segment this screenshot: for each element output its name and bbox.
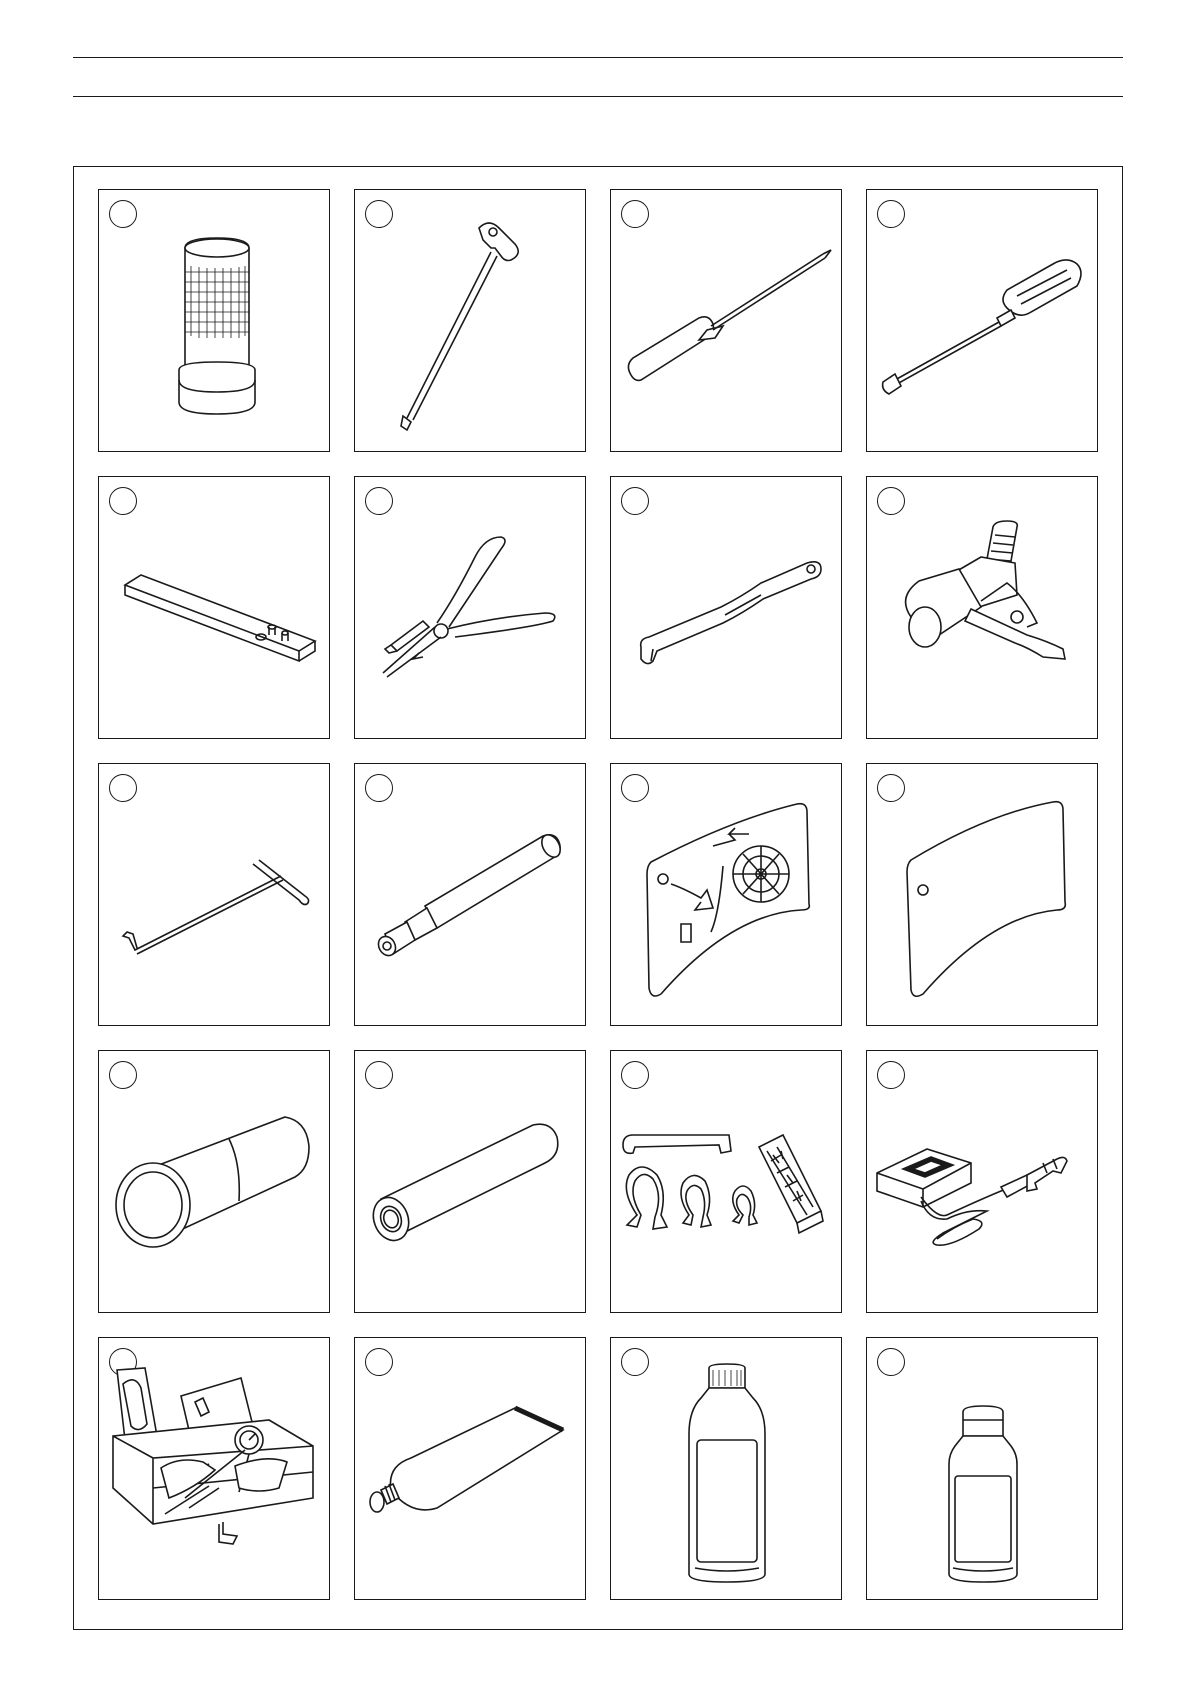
tool-panel-7 — [610, 476, 842, 739]
tool-panel-2 — [354, 189, 586, 452]
awl-pick-tool-icon — [611, 190, 842, 452]
air-gap-gauge-card-icon — [611, 764, 842, 1026]
large-oil-bottle-icon — [611, 1338, 842, 1600]
tachometer-with-clip-icon — [867, 1051, 1098, 1313]
tool-panel-16 — [866, 1050, 1098, 1313]
tool-panel-14 — [354, 1050, 586, 1313]
circlip-pliers-icon — [355, 477, 586, 739]
hook-wrench-icon — [611, 477, 842, 739]
header-rule-top — [73, 57, 1123, 58]
tool-panel-1 — [98, 189, 330, 452]
plastic-gauge-card-icon — [867, 764, 1098, 1026]
tools-figure-frame — [73, 166, 1123, 1630]
grease-tube-icon — [355, 1338, 586, 1600]
tool-panel-20 — [866, 1337, 1098, 1600]
small-oil-bottle-icon — [867, 1338, 1098, 1600]
tool-panel-5 — [98, 476, 330, 739]
tools-grid — [98, 189, 1098, 1600]
knurled-sleeve-tool-icon — [99, 190, 330, 452]
tool-panel-18 — [354, 1337, 586, 1600]
stepped-drift-punch-icon — [355, 764, 586, 1026]
tool-panel-10 — [354, 763, 586, 1026]
flat-bar-gauge-with-pins-icon — [99, 477, 330, 739]
tool-panel-11 — [610, 763, 842, 1026]
tool-panel-3 — [610, 189, 842, 452]
threaded-sleeve-icon — [355, 1051, 586, 1313]
tool-panel-9 — [98, 763, 330, 1026]
tool-panel-6 — [354, 476, 586, 739]
spark-tester-with-clip-icon — [867, 477, 1098, 739]
header-rule-bottom — [73, 96, 1123, 97]
clamp-set-with-wrench-icon — [611, 1051, 842, 1313]
t-handle-hook-icon — [99, 764, 330, 1026]
tapered-sleeve-icon — [99, 1051, 330, 1313]
tool-panel-19 — [610, 1337, 842, 1600]
tool-panel-12 — [866, 763, 1098, 1026]
t-handle-torx-key-icon — [355, 190, 586, 452]
tool-panel-15 — [610, 1050, 842, 1313]
tool-panel-8 — [866, 476, 1098, 739]
tool-panel-13 — [98, 1050, 330, 1313]
nut-driver-screwdriver-icon — [867, 190, 1098, 452]
tool-panel-4 — [866, 189, 1098, 452]
pressure-tester-case-icon — [99, 1338, 330, 1600]
tool-panel-17 — [98, 1337, 330, 1600]
